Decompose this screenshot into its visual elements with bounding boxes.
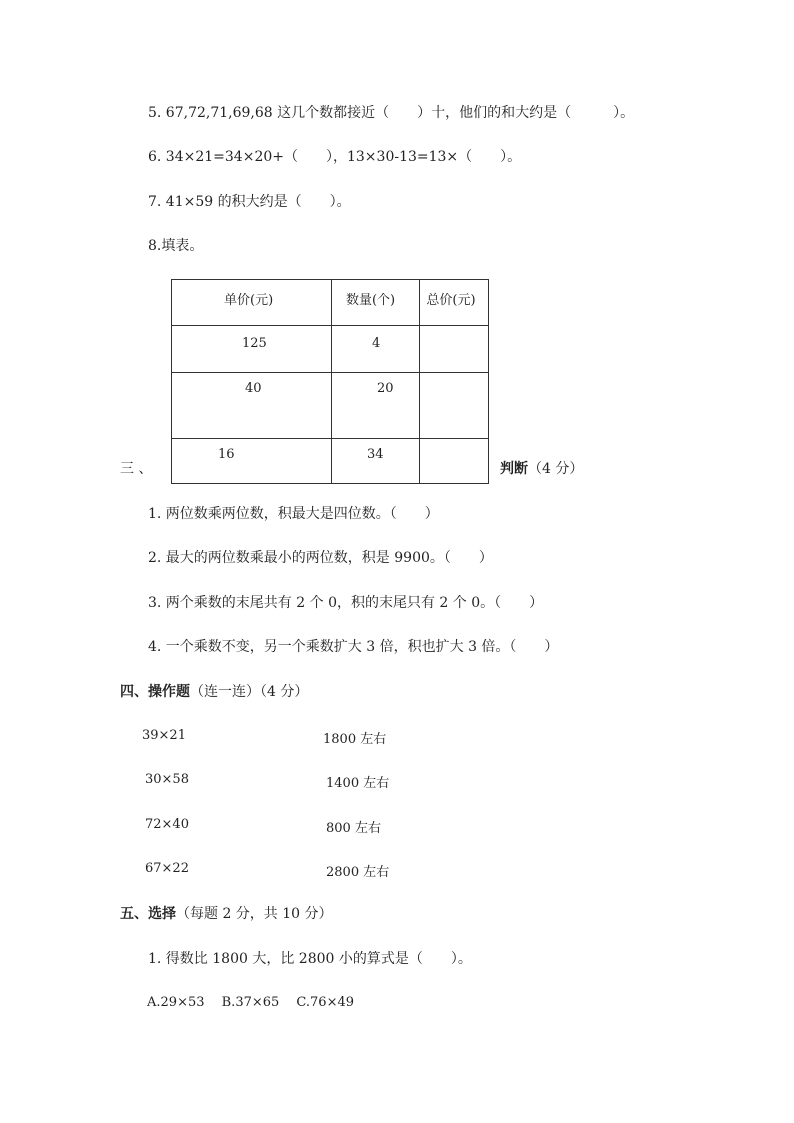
table-cell: 34 — [366, 447, 384, 462]
table-cell-empty[interactable] — [420, 439, 488, 483]
table-cell: 40 — [245, 381, 262, 396]
question-7: 7. 41×59 的积大约是（ ）。 — [148, 194, 351, 210]
question-8: 8.填表。 — [148, 238, 204, 254]
match-left-item[interactable]: 39×21 — [142, 728, 186, 743]
table-header-quantity: 数量(个) — [331, 280, 419, 326]
section-3-title: 判断 — [500, 461, 528, 477]
table-cell: 16 — [218, 447, 235, 462]
section-4-note: （连一连）（4 分） — [190, 684, 309, 700]
fill-table — [171, 279, 489, 484]
match-right-item[interactable]: 2800 左右 — [326, 865, 390, 880]
section-3-score: （4 分） — [528, 461, 584, 477]
match-right-item[interactable]: 1400 左右 — [326, 776, 390, 791]
question-6: 6. 34×21=34×20+（ ），13×30-13=13×（ ）。 — [148, 149, 522, 165]
match-left-item[interactable]: 72×40 — [145, 817, 189, 832]
section-5-note: （每题 2 分，共 10 分） — [176, 906, 333, 922]
table-row — [172, 439, 489, 484]
section-3-heading — [500, 460, 583, 478]
match-left-item[interactable]: 30×58 — [145, 772, 189, 787]
table-row — [172, 373, 489, 439]
section-5-title: 五、选择 — [120, 906, 176, 922]
match-right-item[interactable]: 1800 左右 — [323, 732, 387, 747]
table-row — [172, 326, 489, 373]
table-cell-empty[interactable] — [420, 373, 488, 438]
judge-item-4: 4. 一个乘数不变，另一个乘数扩大 3 倍，积也扩大 3 倍。（ ） — [148, 639, 559, 655]
choice-question-1: 1. 得数比 1800 大，比 2800 小的算式是（ ）。 — [148, 951, 472, 967]
table-cell: 125 — [242, 336, 267, 351]
judge-item-2: 2. 最大的两位数乘最小的两位数，积是 9900。（ ） — [148, 550, 493, 566]
match-left-item[interactable]: 67×22 — [145, 861, 189, 876]
table-cell: 4 — [371, 336, 381, 351]
judge-item-1: 1. 两位数乘两位数，积最大是四位数。（ ） — [148, 506, 439, 522]
judge-item-3: 3. 两个乘数的末尾共有 2 个 0，积的末尾只有 2 个 0。（ ） — [148, 595, 544, 611]
table-cell-empty[interactable] — [420, 326, 488, 372]
section-4-title: 四、操作题 — [120, 684, 190, 700]
table-cell: 20 — [376, 381, 394, 396]
choice-question-1-options[interactable]: A.29×53 B.37×65 C.76×49 — [147, 995, 355, 1010]
table-header-unit-price: 单价(元) — [172, 280, 332, 326]
section-3-number: 三 、 — [120, 461, 153, 477]
table-header-total: 总价(元) — [420, 280, 489, 326]
section-4-heading — [120, 683, 308, 701]
match-right-item[interactable]: 800 左右 — [326, 821, 381, 836]
section-5-heading — [120, 905, 333, 923]
question-5: 5. 67,72,71,69,68 这几个数都接近（ ）十，他们的和大约是（ ）。 — [148, 105, 635, 121]
